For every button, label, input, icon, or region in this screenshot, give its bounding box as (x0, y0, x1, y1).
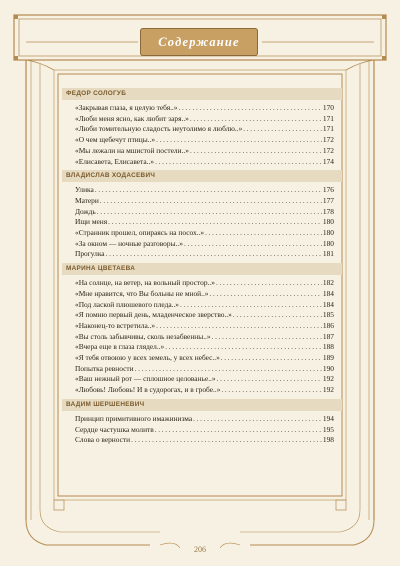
list-item: «Я тебя отвоюю у всех земель, у всех небес..» . . . 189 (75, 353, 334, 364)
section-sologub (66, 88, 334, 167)
list-item: «Под лаской плюшевого пледа..» . . . 184 (75, 300, 334, 311)
list-item: «За окном — ночные разговоры..» . . . 180 (75, 239, 334, 250)
section-tsvetaeva (66, 263, 334, 396)
list-item: «Наконец-то встретила..» . . . 186 (75, 321, 334, 332)
list-item: «Закрывая глаза, я целую тебя..» . . . 170 (75, 103, 334, 114)
list-item: Принцип примитивного имажинизма . . . 194 (75, 414, 334, 425)
list-item: «Люби меня ясно, как любит заря..» . . . 171 (75, 114, 334, 125)
author-heading: ФЕДОР СОЛОГУБ (62, 88, 342, 100)
list-item: «Любовь! Любовь! И в судорогах, и в гробе..» . . . 192 (75, 385, 334, 396)
list-item: Сердце частушка молитв . . . 195 (75, 425, 334, 436)
list-item: «Ваш нежный рот — сплошное целованье..» . . . 192 (75, 374, 334, 385)
list-item: Улика . . . 176 (75, 185, 334, 196)
list-item: «Странник прошел, опираясь на посох..» . . . 180 (75, 228, 334, 239)
list-item: «Вчера еще в глаза глядел..» . . . 188 (75, 342, 334, 353)
page-number: 206 (194, 545, 206, 554)
list-item: Матери . . . 177 (75, 196, 334, 207)
title-plate (140, 28, 258, 56)
list-item: Прогулка . . . 181 (75, 249, 334, 260)
section-khodasevich (66, 170, 334, 260)
list-item: «Вы столь забывчивы, сколь незабвенны..» . . . 187 (75, 332, 334, 343)
list-item: «На солнце, на ветер, на вольный простор..» . . . 182 (75, 278, 334, 289)
list-item: «Мне нравится, что Вы больны не мной..» . . . 184 (75, 289, 334, 300)
list-item: «Я помню первый день, младенческое зверство..» . . . 185 (75, 310, 334, 321)
list-item: «Люби томительную сладость неутолимо я люблю..» . . . 171 (75, 124, 334, 135)
list-item: Ищи меня . . . 180 (75, 217, 334, 228)
list-item: Попытка ревности . . . 190 (75, 364, 334, 375)
author-heading: ВЛАДИСЛАВ ХОДАСЕВИЧ (62, 170, 342, 182)
section-shershenevich (66, 399, 334, 446)
list-item: «О чем щебечут птицы..» . . . 172 (75, 135, 334, 146)
table-of-contents (66, 85, 334, 446)
author-heading: ВАДИМ ШЕРШЕНЕВИЧ (62, 399, 342, 411)
list-item: «Мы лежали на мшистой постели..» . . . 172 (75, 146, 334, 157)
list-item: Слова о верности . . . 198 (75, 435, 334, 446)
page-title: Содержание (158, 34, 240, 49)
list-item: «Елисавета, Елисавета..» . . . 174 (75, 157, 334, 168)
author-heading: МАРИНА ЦВЕТАЕВА (62, 263, 342, 275)
list-item: Дождь . . . 178 (75, 207, 334, 218)
